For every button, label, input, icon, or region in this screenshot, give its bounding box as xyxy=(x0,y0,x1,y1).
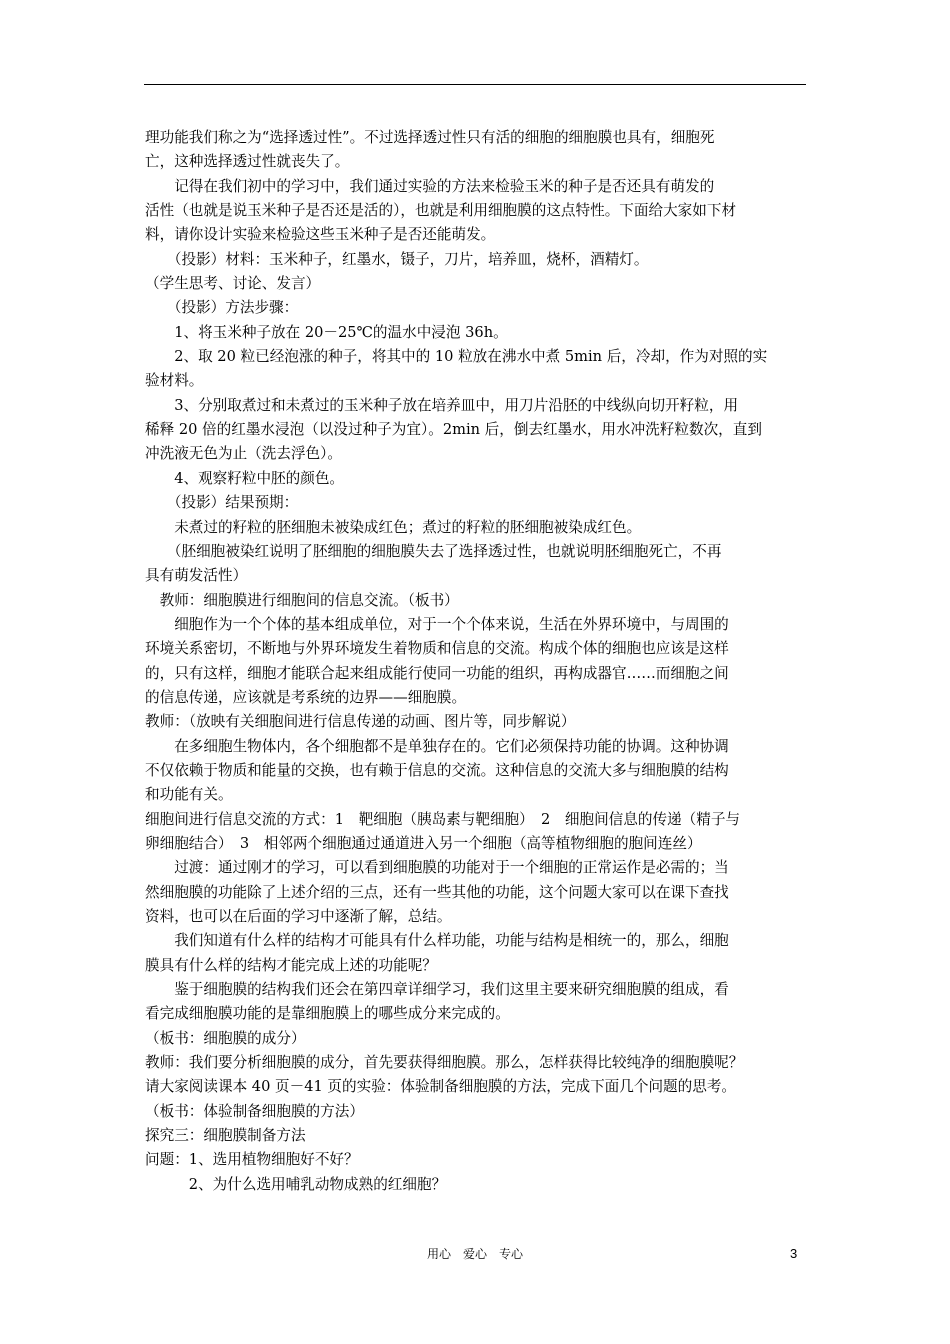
text-line: 和功能有关。 xyxy=(145,786,233,804)
document-body xyxy=(145,126,807,1197)
text-line: 活性（也就是说玉米种子是否还是活的），也就是利用细胞膜的这点特性。下面给大家如下材 xyxy=(145,202,737,220)
text-line: 卵细胞结合） 3 相邻两个细胞通过通道进入另一个细胞（高等植物细胞的胞间连丝） xyxy=(145,834,702,852)
text-line: 1、将玉米种子放在 20－25℃的温水中浸泡 36h。 xyxy=(145,323,508,341)
text-line: 教师：细胞膜进行细胞间的信息交流。（板书） xyxy=(145,591,459,609)
text-line: 稀释 20 倍的红墨水浸泡（以没过种子为宜）。2min 后，倒去红墨水，用水冲洗籽粒数次，直到 xyxy=(145,421,762,439)
text-line: 理功能我们称之为“选择透过性”。不过选择透过性只有活的细胞的细胞膜也具有，细胞死 xyxy=(145,129,715,146)
header-rule xyxy=(144,84,806,85)
text-line: （投影）结果预期： xyxy=(145,494,299,512)
text-line: 请大家阅读课本 40 页－41 页的实验：体验制备细胞膜的方法，完成下面几个问题的思考。 xyxy=(145,1078,737,1096)
text-line: （投影）材料：玉米种子，红墨水，镊子，刀片，培养皿，烧杯，酒精灯。 xyxy=(145,250,649,268)
text-line: 不仅依赖于物质和能量的交换，也有赖于信息的交流。这种信息的交流大多与细胞膜的结构 xyxy=(145,761,729,779)
text-line: 探究三：细胞膜制备方法 xyxy=(145,1127,306,1145)
text-line: 环境关系密切，不断地与外界环境发生着物质和信息的交流。构成个体的细胞也应该是这样 xyxy=(145,640,729,658)
text-line: 未煮过的籽粒的胚细胞未被染成红色；煮过的籽粒的胚细胞被染成红色。 xyxy=(145,518,642,536)
text-line: 问题：1、选用植物细胞好不好？ xyxy=(145,1151,359,1169)
text-line: 的信息传递，应该就是考系统的边界——细胞膜。 xyxy=(145,688,467,706)
text-line: （胚细胞被染红说明了胚细胞的细胞膜失去了选择透过性，也就说明胚细胞死亡，不再 xyxy=(145,542,722,560)
text-line: 验材料。 xyxy=(145,372,204,390)
text-line: 2、取 20 粒已经泡涨的种子，将其中的 10 粒放在沸水中煮 5min 后，冷却，作为对照的实 xyxy=(145,348,768,366)
text-line: 冲洗液无色为止（洗去浮色）。 xyxy=(145,445,343,463)
text-line: 料，请你设计实验来检验这些玉米种子是否还能萌发。 xyxy=(145,226,496,244)
text-line: （板书：细胞膜的成分） xyxy=(145,1029,306,1047)
page-number: 3 xyxy=(790,1246,798,1261)
text-line: （板书：体验制备细胞膜的方法） xyxy=(145,1102,364,1120)
text-line: 在多细胞生物体内，各个细胞都不是单独存在的。它们必须保持功能的协调。这种协调 xyxy=(145,737,729,755)
text-line: 2、为什么选用哺乳动物成熟的红细胞？ xyxy=(145,1175,447,1193)
text-line: 然细胞膜的功能除了上述介绍的三点，还有一些其他的功能，这个问题大家可以在课下查找 xyxy=(145,883,729,901)
text-line: 记得在我们初中的学习中，我们通过实验的方法来检验玉米的种子是否还具有萌发的 xyxy=(145,177,715,195)
text-line: 我们知道有什么样的结构才可能具有什么样功能，功能与结构是相统一的，那么，细胞 xyxy=(145,932,729,950)
text-line: （投影）方法步骤： xyxy=(145,299,299,317)
text-line: 看完成细胞膜功能的是靠细胞膜上的哪些成分来完成的。 xyxy=(145,1005,510,1023)
text-line: 亡，这种选择透过性就丧失了。 xyxy=(145,153,350,171)
text-line: 的，只有这样，细胞才能联合起来组成能行使同一功能的组织，再构成器官……而细胞之间 xyxy=(145,664,729,682)
text-line: 过渡：通过刚才的学习，可以看到细胞膜的功能对于一个细胞的正常运作是必需的；当 xyxy=(145,859,729,877)
text-line: 细胞间进行信息交流的方式：1 靶细胞（胰岛素与靶细胞） 2 细胞间信息的传递（精子与 xyxy=(145,810,741,828)
text-line: 具有萌发活性） xyxy=(145,567,248,585)
text-line: （学生思考、讨论、发言） xyxy=(145,275,321,293)
text-line: 教师：（放映有关细胞间进行信息传递的动画、图片等，同步解说） xyxy=(145,713,576,731)
text-line: 3、分别取煮过和未煮过的玉米种子放在培养皿中，用刀片沿胚的中线纵向切开籽粒，用 xyxy=(145,396,739,414)
text-line: 鉴于细胞膜的结构我们还会在第四章详细学习，我们这里主要来研究细胞膜的组成，看 xyxy=(145,981,729,999)
footer-motto: 用心 爱心 专心 xyxy=(426,1247,523,1261)
text-line: 膜具有什么样的结构才能完成上述的功能呢？ xyxy=(145,956,437,974)
text-line: 教师：我们要分析细胞膜的成分，首先要获得细胞膜。那么，怎样获得比较纯净的细胞膜呢？ xyxy=(145,1054,744,1072)
text-line: 细胞作为一个个体的基本组成单位，对于一个个体来说，生活在外界环境中，与周围的 xyxy=(145,615,729,633)
text-line: 资料，也可以在后面的学习中逐渐了解，总结。 xyxy=(145,908,452,925)
text-line: 4、观察籽粒中胚的颜色。 xyxy=(145,469,345,487)
